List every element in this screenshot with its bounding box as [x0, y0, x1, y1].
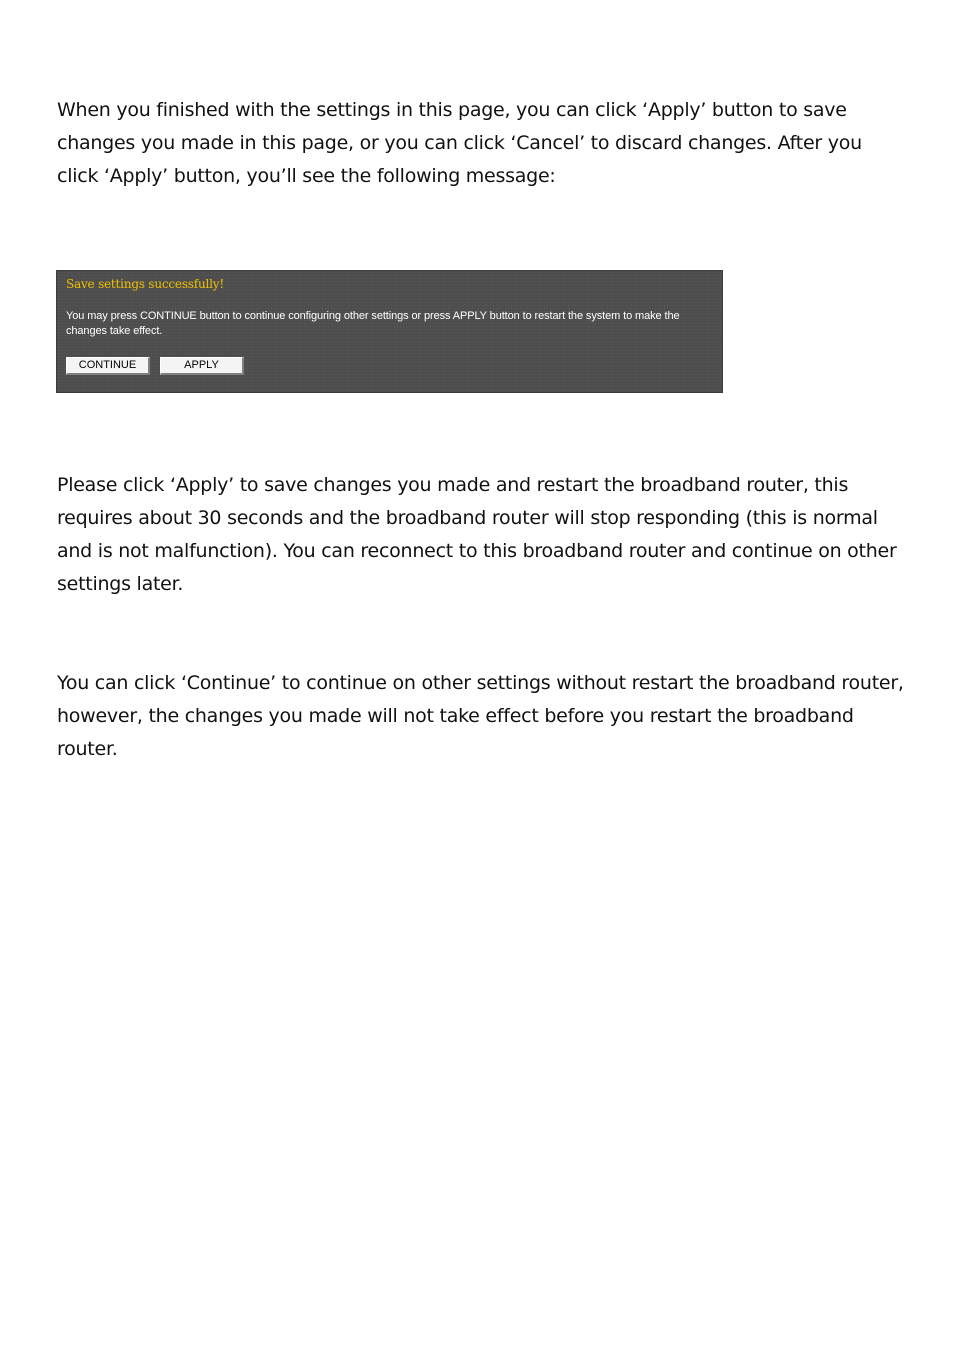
apply-explanation-paragraph: Please click ‘Apply’ to save changes you made and restart the broadband router, this requires about 30 seconds and the broadband router will stop responding (this is normal and is not malfunction). You can reconnect to this broadband router and continue on other settings later. — [57, 474, 897, 595]
message-title: Save settings successfully! — [66, 277, 224, 291]
continue-explanation-paragraph: You can click ‘Continue’ to continue on other settings without restart the broadband router, however, the changes you made will not take effect before you restart the broadband router. — [57, 672, 904, 760]
save-settings-message-box — [56, 270, 723, 393]
continue-button[interactable]: CONTINUE — [66, 357, 150, 375]
intro-paragraph: When you finished with the settings in this page, you can click ‘Apply’ button to save changes you made in this page, or you can click ‘Cancel’ to discard changes. After you click ‘Apply’ button, you’ll see the following message: — [57, 99, 862, 187]
apply-button[interactable]: APPLY — [160, 357, 244, 375]
message-body: You may press CONTINUE button to continue configuring other settings or press APPLY button to restart the system to make the changes take effect. — [66, 310, 680, 337]
